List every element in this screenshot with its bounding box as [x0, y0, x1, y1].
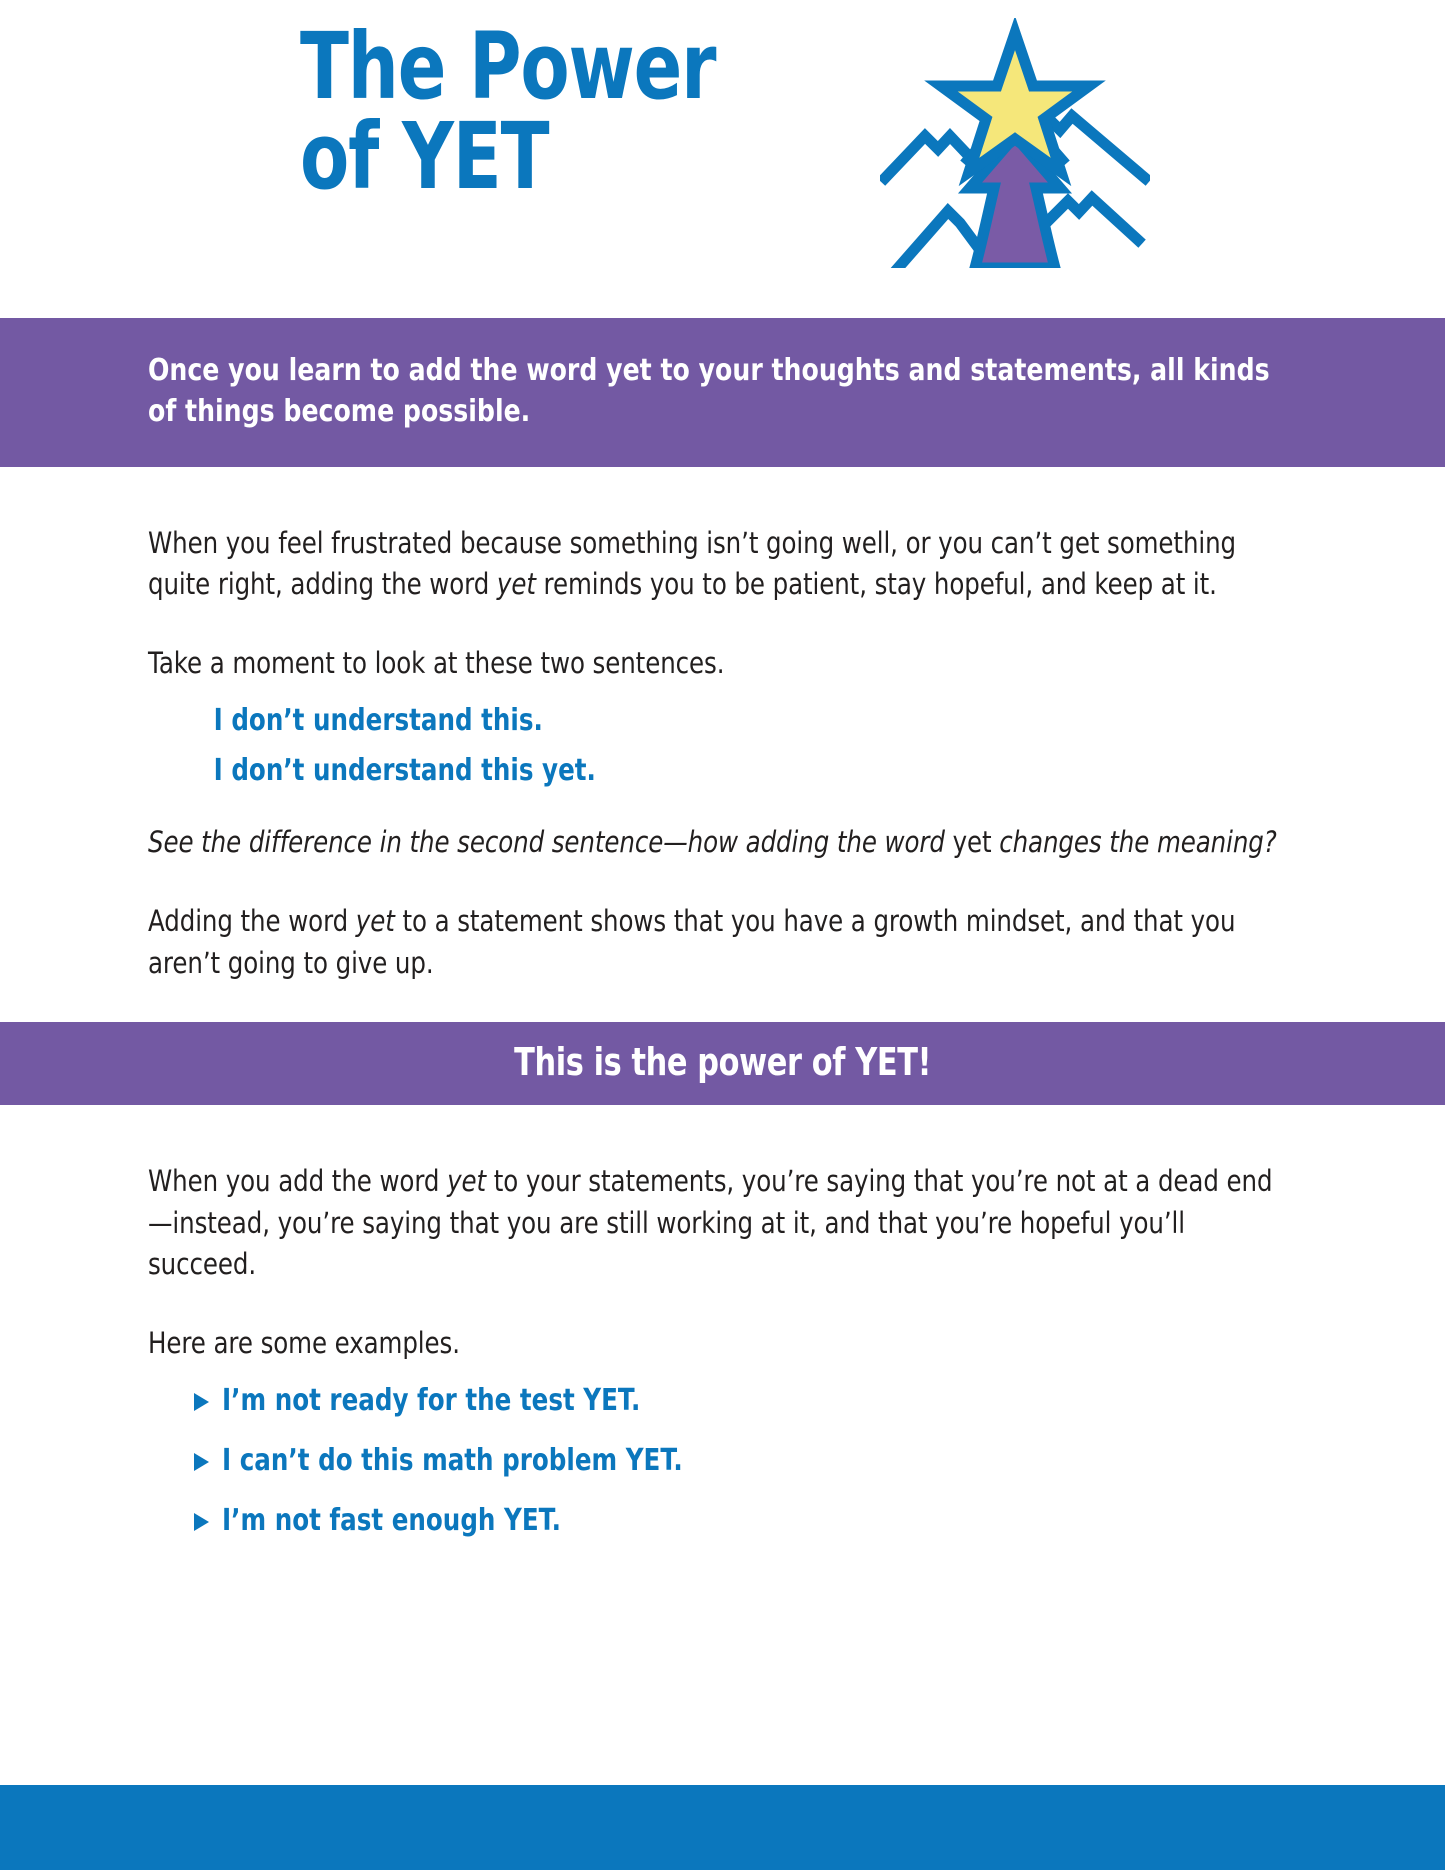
- body-bottom: [0, 1105, 1445, 1539]
- para1-part1: When you feel frustrated because something isn’t going well, or you can’t get something quite right, adding the word: [148, 525, 1237, 601]
- para1-italic-yet: yet: [496, 566, 536, 601]
- bpara1-part2: to your statements, you’re saying that you’re not at a dead end—instead, you’re saying that you are still working at it, and that you’re hopeful you’ll succeed.: [148, 1164, 1273, 1281]
- examples-bullet-list: [148, 1383, 1297, 1539]
- para4-part2: to a statement shows that you have a growth mindset, and that you aren’t going to give up.: [148, 904, 1236, 980]
- para4-part1: Adding the word: [148, 904, 356, 939]
- title-line-1: The Power: [300, 13, 716, 120]
- mid-banner: [0, 1022, 1445, 1106]
- para3-roman-yet: yet: [952, 825, 992, 860]
- triangle-bullet-icon: [194, 1453, 209, 1471]
- page-title: [300, 13, 820, 211]
- mid-banner-text: This is the power of YET!: [514, 1039, 931, 1084]
- triangle-bullet-icon: [194, 1513, 209, 1531]
- paragraph-here-are-examples: Here are some examples.: [148, 1325, 460, 1360]
- body-top: [0, 467, 1445, 984]
- para3-italic-part2: changes the meaning?: [991, 825, 1277, 860]
- bpara1-italic-yet: yet: [447, 1164, 486, 1199]
- bpara1-part1: When you add the word: [148, 1164, 448, 1199]
- example-sentence-2: I don’t understand this yet.: [213, 753, 596, 789]
- header: [0, 0, 1445, 318]
- example-sentence-1: I don’t understand this.: [213, 703, 543, 739]
- para4-italic-yet: yet: [355, 904, 395, 939]
- triangle-bullet-icon: [194, 1393, 209, 1411]
- bullet-label: I’m not ready for the test YET.: [222, 1383, 641, 1419]
- intro-banner-text: Once you learn to add the word yet to your thoughts and statements, all kinds of things become possible.: [148, 353, 1270, 430]
- intro-banner: [0, 318, 1445, 467]
- star-mountains-arrow-illustration: [880, 18, 1150, 268]
- para1-part2: reminds you to be patient, stay hopeful, and keep at it.: [535, 566, 1217, 601]
- footer-bar: [0, 1785, 1445, 1870]
- paragraph-frustrated: [148, 523, 1297, 605]
- para3-italic-part1: See the difference in the second sentence—how adding the word: [148, 825, 953, 860]
- bullet-label: I can’t do this math problem YET.: [222, 1443, 683, 1479]
- title-line-2: of YET: [300, 103, 549, 211]
- paragraph-see-the-difference: [148, 822, 1297, 863]
- list-item: [194, 1503, 1297, 1539]
- paragraph-dead-end: [148, 1161, 1297, 1285]
- bullet-label: I’m not fast enough YET.: [222, 1503, 562, 1539]
- list-item: [194, 1383, 1297, 1419]
- list-item: [194, 1443, 1297, 1479]
- paragraph-growth-mindset: [148, 901, 1297, 983]
- paragraph-take-a-moment: Take a moment to look at these two sentences.: [148, 646, 725, 681]
- example-sentences: [148, 703, 1297, 789]
